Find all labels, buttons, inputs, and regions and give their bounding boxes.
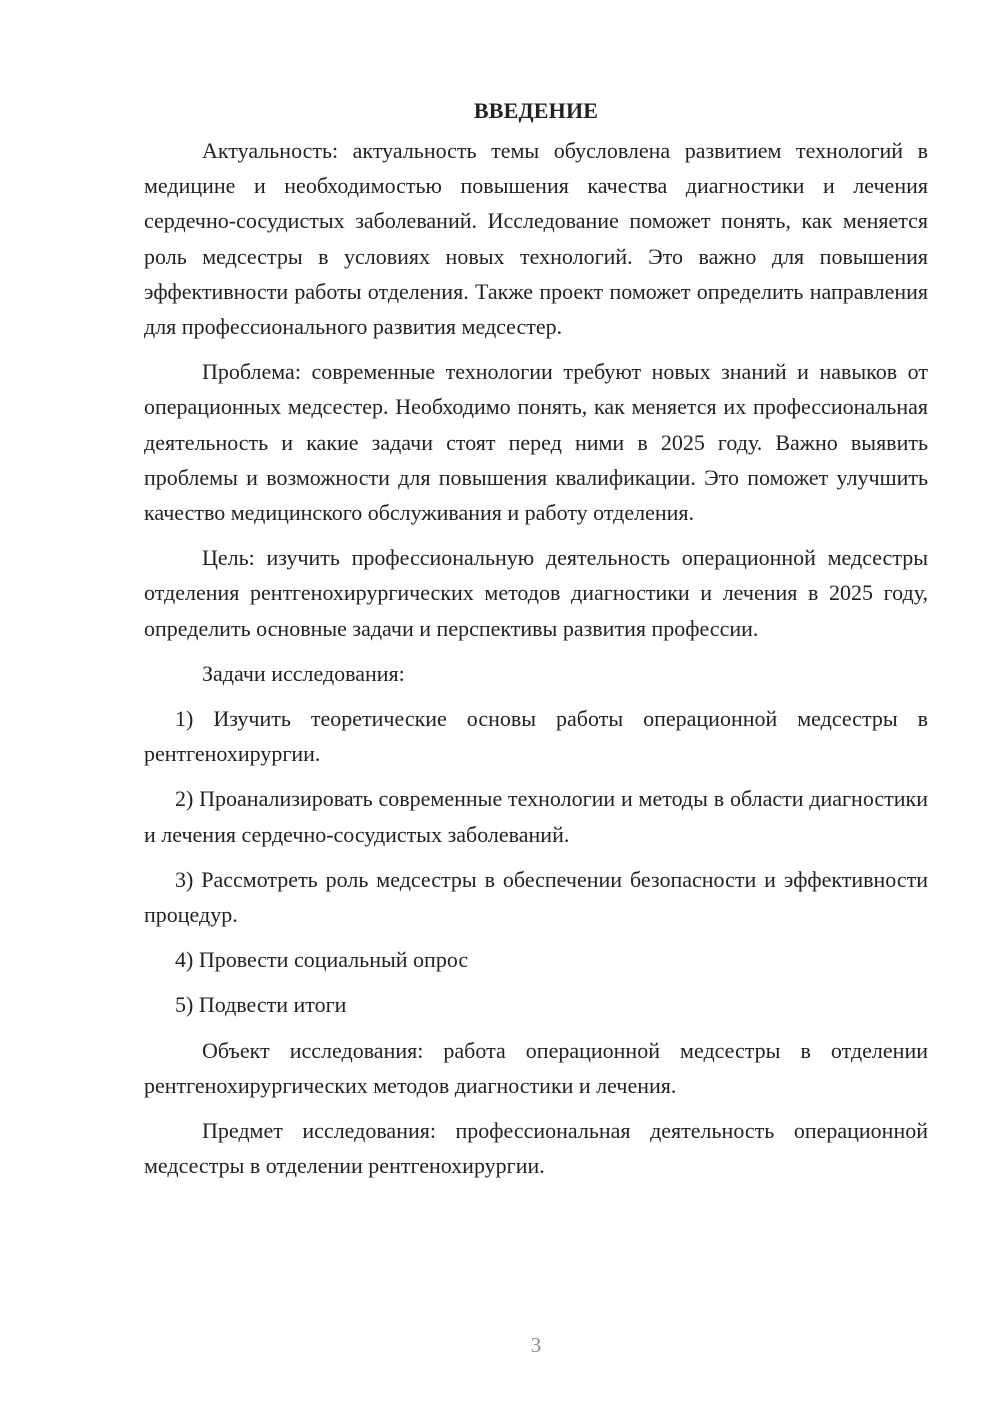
subject-paragraph: Предмет исследования: профессиональная деятельность операционной медсестры в отделении рентгенохирургии. [144, 1118, 928, 1179]
page-number: 3 [530, 1333, 542, 1357]
object-paragraph: Объект исследования: работа операционной медсестры в отделении рентгенохирургических методов диагностики и лечения. [144, 1037, 928, 1098]
task-item-3: 3) Рассмотреть роль медсестры в обеспечении безопасности и эффективности процедур. [144, 866, 928, 928]
task-item-1: 1) Изучить теоретические основы работы операционной медсестры в рентгенохирургии. [144, 706, 928, 767]
goal-paragraph: Цель: изучить профессиональную деятельность операционной медсестры отделения рентгенохирургических методов диагностики и лечения в 2025 году, определить основные задачи и перспективы развития профессии. [144, 545, 928, 641]
relevance-paragraph: Актуальность: актуальность темы обусловлена развитием технологий в медицине и необходимостью повышения качества диагностики и лечения сердечно-сосудистых заболеваний. Исследование поможет понять, как меняется роль медсестры в условиях новых технологий. Это важно для повышения эффективности работы отделения. Также проект поможет определить направления для профессионального развития медсестер. [144, 138, 928, 340]
task-item-2: 2) Проанализировать современные технологии и методы в области диагностики и лечения сердечно-сосудистых заболеваний. [144, 786, 928, 847]
tasks-heading: Задачи исследования: [202, 660, 405, 686]
task-item-5: 5) Подвести итоги [175, 992, 347, 1018]
page-content [144, 94, 928, 1193]
section-title: ВВЕДЕНИЕ [473, 98, 599, 123]
problem-paragraph: Проблема: современные технологии требуют новых знаний и навыков от операционных медсестер. Необходимо понять, как меняется их профессиональная деятельность и какие задачи стоят перед ними в 2025 году. Важно выявить проблемы и возможности для повышения квалификации. Это поможет улучшить качество медицинского обслуживания и работу отделения. [144, 359, 928, 526]
task-item-4: 4) Провести социальный опрос [175, 947, 469, 973]
